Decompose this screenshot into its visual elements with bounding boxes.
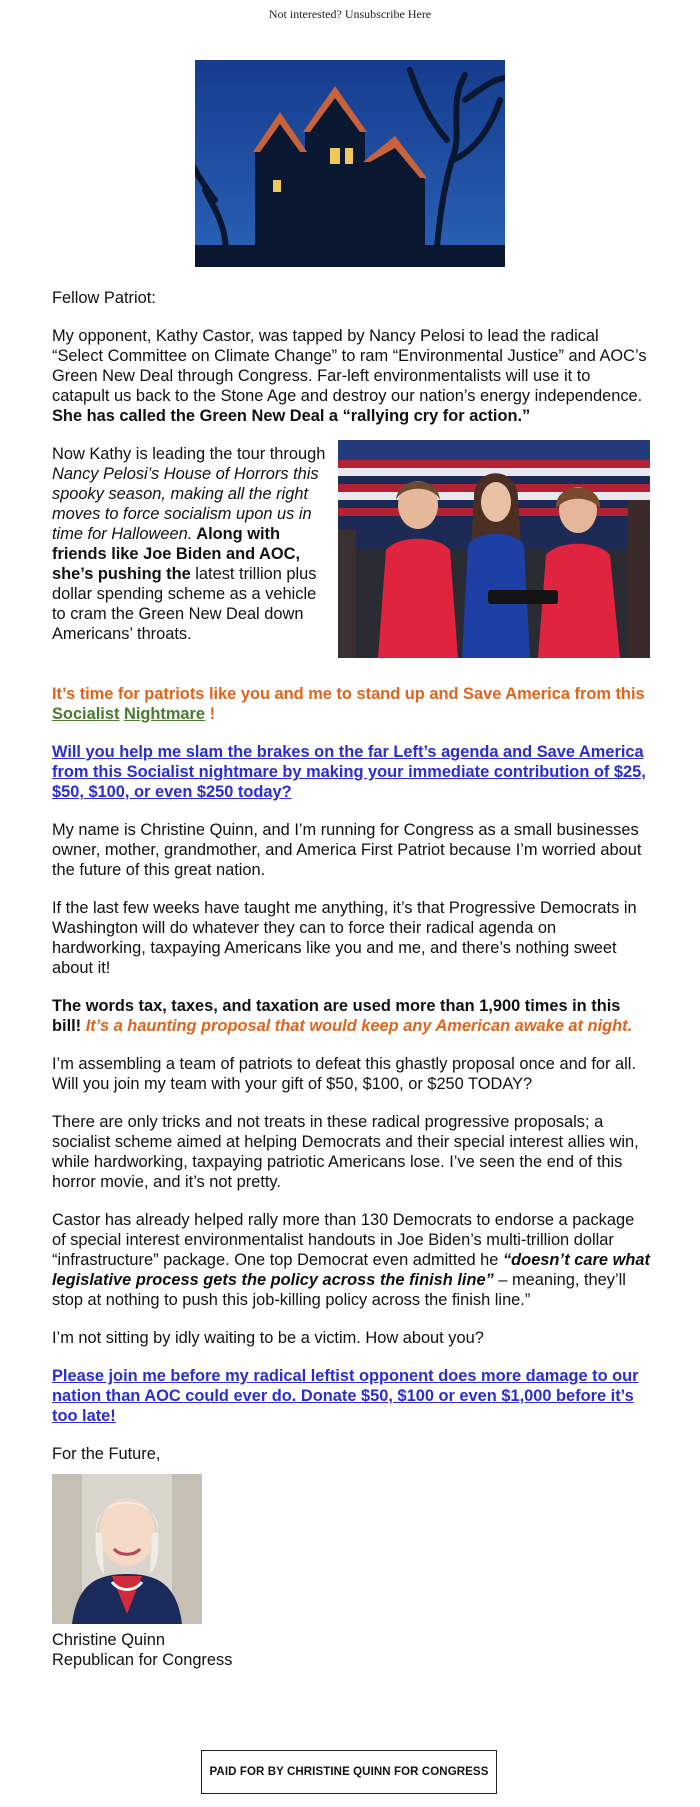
haunted-house-illustration [195,60,505,267]
castor-quote: “doesn’t care what legislative process gets the policy across the finish line” [52,1251,650,1289]
paragraph-opponent-bold: She has called the Green New Deal a “rallying cry for action.” [52,407,531,425]
unsubscribe-link[interactable]: Not interested? Unsubscribe Here [268,7,432,21]
save-america-paragraph [52,684,652,724]
save-america-text: It’s time for patriots like you and me to stand up and Save America from this [52,685,645,703]
castor-paragraph [52,1210,652,1310]
pelosi-section [52,444,652,666]
donate-cta-2-link[interactable]: Please join me before my radical leftist opponent does more damage to our nation than AOC could ever do. Donate $50, $100 or even $1,000 before it’s too late! [52,1367,639,1425]
candidate-title: Republican for Congress [52,1651,233,1669]
intro-paragraph: My name is Christine Quinn, and I’m running for Congress as a small businesses owner, mother, grandmother, and America First Patriot because I’m worried about the future of this great nation. [52,821,642,879]
closing: For the Future, [52,1445,161,1463]
pelosi-text-bold: Along with friends like Joe Biden and AOC, she’s pushing the [52,525,301,583]
paragraph-opponent-text: My opponent, Kathy Castor, was tapped by Nancy Pelosi to lead the radical “Select Committee on Climate Change” to ram “Environmental Justice” and AOC’s Green New Deal through Congress. Far-left environmentalists will use it to catapult us back to the Stone Age and destroy our nation’s energy independence. [52,327,647,405]
paragraph-opponent [52,326,652,426]
swearing-in-photo [338,440,650,658]
victim-paragraph: I’m not sitting by idly waiting to be a victim. How about you? [52,1329,484,1347]
donate-cta-2-paragraph [52,1366,652,1426]
socialist-link[interactable]: Socialist [52,705,120,723]
pelosi-text-italic: Nancy Pelosi’s House of Horrors this spooky season, making all the right moves to force socialism upon us in time for Halloween. [52,465,319,543]
greeting: Fellow Patriot: [52,289,156,307]
tax-paragraph [52,996,652,1036]
team-paragraph: I’m assembling a team of patriots to defeat this ghastly proposal once and for all. Will you join my team with your gift of $50, $100, or $250 TODAY? [52,1055,637,1093]
tricks-paragraph: There are only tricks and not treats in these radical progressive proposals; a socialist scheme aimed at helping Democrats and their special interest allies win, while hardworking, taxpaying patriotic Americans lose. I’ve seen the end of this horror movie, and it’s not pretty. [52,1113,639,1191]
pelosi-text-a: Now Kathy is leading the tour through [52,445,326,463]
candidate-portrait [52,1474,202,1624]
paid-for-disclaimer: PAID FOR BY CHRISTINE QUINN FOR CONGRESS [201,1750,497,1794]
candidate-photo [52,1474,202,1624]
donate-cta-1-paragraph [52,742,652,802]
castor-text-b: – meaning, they’ll stop at nothing to push this job-killing policy across the finish line.” [52,1271,626,1309]
save-america-end: ! [205,705,216,723]
hero-image [195,60,505,267]
donate-cta-1-link[interactable]: Will you help me slam the brakes on the far Left’s agenda and Save America from this Socialist nightmare by making your immediate contribution of $25, $50, $100, or even $250 today? [52,743,646,801]
swearing-in-illustration [338,440,650,658]
tax-bold-text: The words tax, taxes, and taxation are used more than 1,900 times in this bill! [52,997,621,1035]
progressive-paragraph: If the last few weeks have taught me anything, it’s that Progressive Democrats in Washington will do whatever they can to force their radical agenda on hardworking, taxpaying Americans like you and me, and there’s nothing sweet about it! [52,899,637,977]
castor-text-a: Castor has already helped rally more than 130 Democrats to endorse a package of special interest environmentalist handouts in Joe Biden’s multi-trillion dollar “infrastructure” package. One top Democrat even admitted he [52,1211,635,1269]
pelosi-paragraph [52,444,330,644]
tax-orange-text: It’s a haunting proposal that would keep any American awake at night. [81,1017,633,1035]
letter-body [52,288,652,1670]
pelosi-text-b: latest trillion plus dollar spending scheme as a vehicle to cram the Green New Deal down Americans’ throats. [52,565,317,643]
nightmare-link[interactable]: Nightmare [123,705,206,723]
candidate-name: Christine Quinn [52,1631,165,1649]
